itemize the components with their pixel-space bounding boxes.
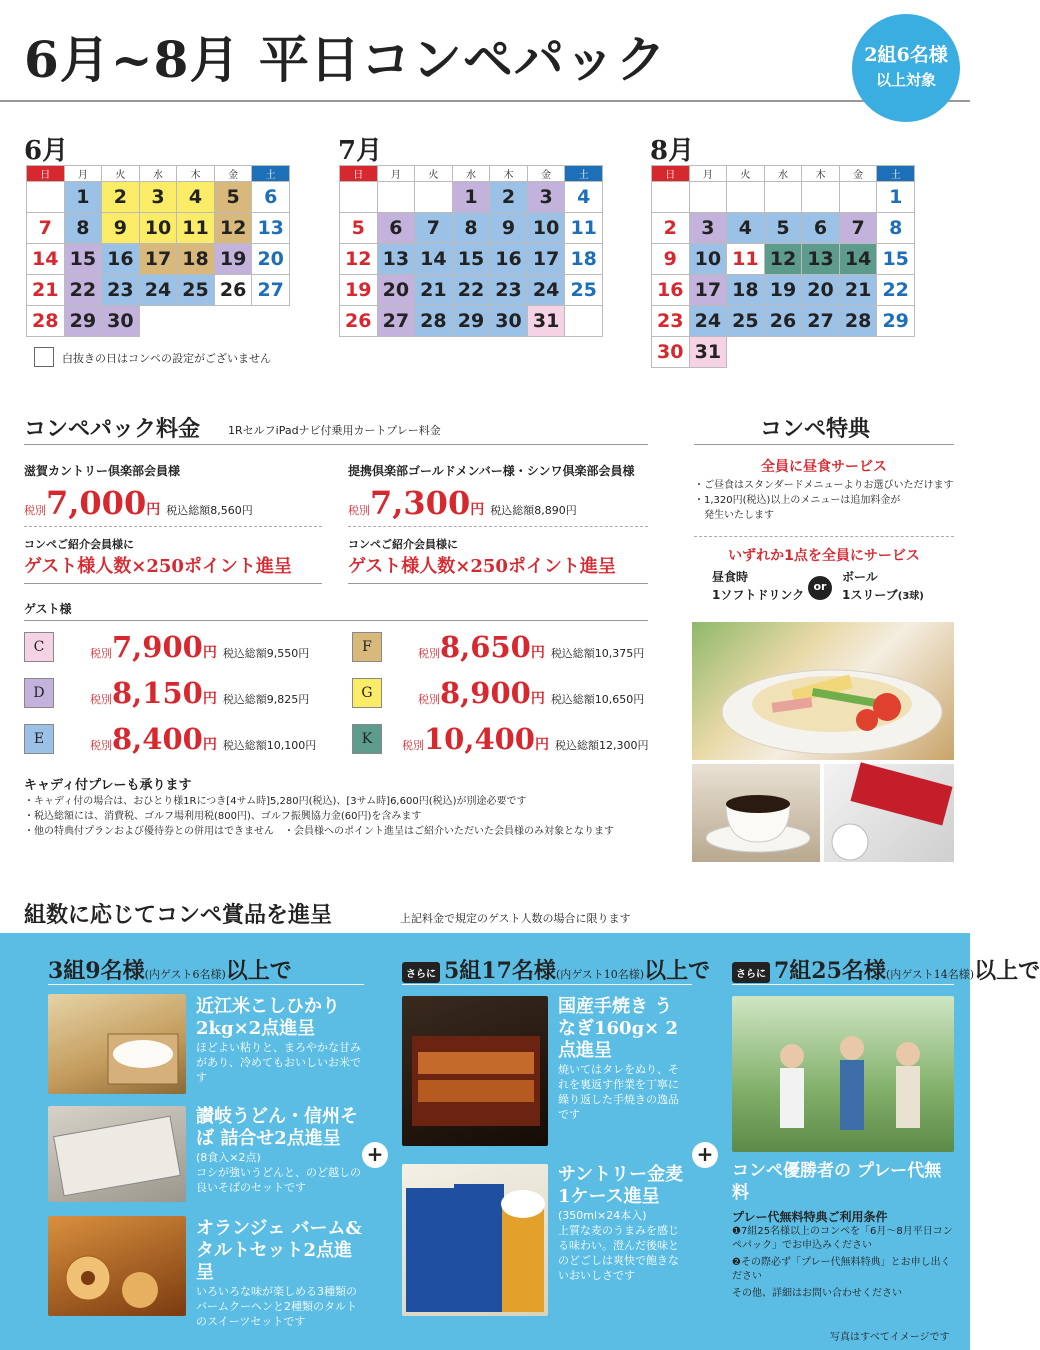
calendar-day: 1 bbox=[64, 182, 102, 213]
calendar-day: 30 bbox=[652, 337, 690, 368]
guest-price bbox=[90, 676, 309, 710]
golf-ball-photo bbox=[824, 764, 954, 862]
yen-unit: 円 bbox=[202, 737, 217, 753]
rank-guest-note: (内ゲスト14名様) bbox=[885, 968, 975, 981]
tax-included-total: 税込総額8,560円 bbox=[166, 504, 253, 517]
calendar-day: 22 bbox=[877, 275, 915, 306]
calendar-day: 13 bbox=[252, 213, 290, 244]
beer-photo bbox=[402, 1164, 548, 1316]
tax-excluded-label: 税別 bbox=[418, 693, 440, 706]
tax-included-total: 税込総額10,375円 bbox=[550, 647, 645, 660]
calendar-day: 4 bbox=[565, 182, 603, 213]
member-price-partner bbox=[348, 484, 577, 522]
calendar-day: 13 bbox=[802, 244, 840, 275]
item-title: コンペ優勝者の プレー代無料 bbox=[732, 1161, 942, 1203]
tier2-rule bbox=[402, 984, 692, 985]
calendar-day: 25 bbox=[565, 275, 603, 306]
calendar-day bbox=[877, 337, 915, 368]
member-name-shiga: 滋賀カントリー倶楽部会員様 bbox=[24, 464, 181, 478]
weekday-header: 日 bbox=[652, 166, 690, 182]
weekday-header: 土 bbox=[252, 166, 290, 182]
badge-line1: 2組6名様 bbox=[864, 44, 948, 66]
prize-item-beer bbox=[558, 1164, 688, 1283]
calendar-day: 27 bbox=[252, 275, 290, 306]
tax-excluded-label: 税別 bbox=[24, 504, 46, 517]
weekday-header: 火 bbox=[415, 166, 453, 182]
item-title: 国産手焼き うなぎ160g× 2点進呈 bbox=[558, 996, 679, 1061]
calendar-day bbox=[340, 182, 378, 213]
lunch-note: ・ご昼食はスタンダードメニューよりお選びいただけます bbox=[694, 480, 954, 491]
calendar-day: 31 bbox=[689, 337, 727, 368]
calendar-day bbox=[802, 182, 840, 213]
blank-day-legend: 白抜きの日はコンペの設定がございません bbox=[62, 352, 271, 365]
calendar-day: 21 bbox=[27, 275, 65, 306]
option-drink-line1: 昼食時 bbox=[712, 570, 749, 584]
tax-excluded-label: 税別 bbox=[90, 693, 112, 706]
calendar-day: 19 bbox=[214, 244, 252, 275]
caddy-note: ・キャディ付の場合は、おひとり様1Rにつき[4サム時]5,280円(税込)、[3サム時]6,600円(税込)が別途必要です bbox=[24, 796, 527, 807]
calendar-day: 12 bbox=[214, 213, 252, 244]
calendar-day: 28 bbox=[415, 306, 453, 337]
calendar-day: 24 bbox=[527, 275, 565, 306]
plus-icon: + bbox=[362, 1142, 388, 1168]
weekday-header: 金 bbox=[839, 166, 877, 182]
prize-item-free-play bbox=[732, 1160, 958, 1301]
plus-icon: + bbox=[692, 1142, 718, 1168]
weekday-header: 月 bbox=[377, 166, 415, 182]
calendar-june bbox=[26, 165, 290, 337]
badge-line2: 以上対象 bbox=[875, 71, 936, 89]
calendar-day: 7 bbox=[415, 213, 453, 244]
caddy-note: ・税込総額には、消費税、ゴルフ場利用税(800円)、ゴルフ振興協力金(60円)を含みます bbox=[24, 811, 422, 822]
tier3-rule bbox=[732, 984, 954, 985]
calendar-day: 6 bbox=[802, 213, 840, 244]
calendar-day: 16 bbox=[490, 244, 528, 275]
yen-unit: 円 bbox=[470, 502, 485, 518]
calendar-day: 29 bbox=[64, 306, 102, 337]
calendar-day: 2 bbox=[652, 213, 690, 244]
guest-label: ゲスト様 bbox=[24, 602, 72, 616]
noodle-set-photo bbox=[48, 1106, 186, 1202]
calendar-day: 11 bbox=[177, 213, 215, 244]
calendar-day: 6 bbox=[252, 182, 290, 213]
guest-rule bbox=[24, 620, 648, 621]
pricing-subheading: 1RセルフiPadナビ付乗用カートプレー料金 bbox=[228, 424, 441, 437]
weekday-header: 木 bbox=[490, 166, 528, 182]
rank-suffix: 以上で bbox=[225, 958, 292, 984]
rank-guest-note: (内ゲスト6名様) bbox=[144, 968, 226, 981]
golf-ball-illustration bbox=[824, 764, 954, 862]
photo-footnote: 写真はすべてイメージです bbox=[830, 1332, 950, 1343]
weekday-header: 水 bbox=[452, 166, 490, 182]
member-name-partner: 提携倶楽部ゴールドメンバー様・シンワ倶楽部会員様 bbox=[348, 464, 635, 478]
item-desc: 上質な麦のうまみを感じる味わい。澄んだ後味とのどごしは爽快で飽きないおいしさです bbox=[558, 1224, 679, 1282]
calendar-day bbox=[839, 182, 877, 213]
beer-illustration bbox=[402, 1164, 548, 1316]
lunch-note: ・1,320円(税込)以上のメニューは追加料金が bbox=[694, 495, 901, 506]
prize-item-udon bbox=[196, 1106, 366, 1195]
calendar-day: 15 bbox=[64, 244, 102, 275]
blank-day-legend-box bbox=[34, 347, 54, 367]
calendar-day: 3 bbox=[139, 182, 177, 213]
noodle-set-illustration bbox=[48, 1106, 186, 1202]
rank-guest-note: (内ゲスト10名様) bbox=[555, 968, 645, 981]
calendar-day: 30 bbox=[102, 306, 140, 337]
calendar-day: 28 bbox=[839, 306, 877, 337]
weekday-header: 金 bbox=[214, 166, 252, 182]
calendar-day: 2 bbox=[102, 182, 140, 213]
calendar-day: 11 bbox=[565, 213, 603, 244]
weekday-header: 火 bbox=[102, 166, 140, 182]
other-info: その他、詳細はお問い合わせください bbox=[732, 1288, 902, 1299]
calendar-day: 14 bbox=[27, 244, 65, 275]
calendar-day: 1 bbox=[877, 182, 915, 213]
weekday-header: 木 bbox=[802, 166, 840, 182]
weekday-header: 木 bbox=[177, 166, 215, 182]
caddy-note: ・他の特典付プランおよび優待券との併用はできません ・会員様へのポイント進呈はご紹介いただいた会員様のみ対象となります bbox=[24, 826, 614, 837]
calendar-day bbox=[727, 182, 765, 213]
rice-photo bbox=[48, 994, 186, 1094]
month-label-june: 6月 bbox=[24, 136, 69, 166]
rank-suffix: 以上で bbox=[974, 958, 1040, 984]
member-rule bbox=[348, 583, 648, 584]
caddy-notes bbox=[24, 794, 654, 839]
calendar-day: 27 bbox=[377, 306, 415, 337]
calendar-day: 8 bbox=[64, 213, 102, 244]
also-tag: さらに bbox=[732, 962, 770, 983]
option-ball-line1: ボール bbox=[842, 570, 878, 584]
calendar-day bbox=[139, 306, 177, 337]
tax-included-total: 税込総額10,650円 bbox=[550, 693, 645, 706]
calendar-day: 4 bbox=[727, 213, 765, 244]
calendar-day: 17 bbox=[689, 275, 727, 306]
tax-included-total: 税込総額10,100円 bbox=[222, 739, 317, 752]
guest-price bbox=[90, 722, 316, 756]
item-title: オランジェ バーム& タルトセット2点進呈 bbox=[196, 1218, 362, 1283]
prize-item-rice bbox=[196, 996, 366, 1085]
tax-included-total: 税込総額9,550円 bbox=[222, 647, 310, 660]
calendar-day: 29 bbox=[877, 306, 915, 337]
benefits-heading: コンペ特典 bbox=[760, 416, 871, 442]
price-value: 8,150 bbox=[112, 676, 203, 710]
lunch-service-title: 全員に昼食サービス bbox=[761, 459, 887, 475]
member-divider bbox=[348, 526, 648, 527]
choice-service-title: いずれか1点を全員にサービス bbox=[728, 548, 920, 564]
point-bonus: ゲスト様人数×250ポイント進呈 bbox=[24, 556, 292, 577]
condition-1: ❶7組25名様以上のコンペを「6月～8月平日コンペパック」でお申込みください bbox=[732, 1226, 953, 1251]
winner-photo bbox=[732, 996, 954, 1152]
calendar-day: 14 bbox=[415, 244, 453, 275]
calendar-day: 13 bbox=[377, 244, 415, 275]
also-tag: さらに bbox=[402, 962, 440, 983]
calendar-day: 11 bbox=[727, 244, 765, 275]
calendar-day: 15 bbox=[452, 244, 490, 275]
calendar-day bbox=[27, 182, 65, 213]
noodle-illustration bbox=[692, 622, 954, 760]
calendar-day: 14 bbox=[839, 244, 877, 275]
calendar-day: 6 bbox=[377, 213, 415, 244]
calendar-august bbox=[651, 165, 915, 368]
calendar-day bbox=[214, 306, 252, 337]
winner-illustration bbox=[732, 996, 954, 1152]
item-desc: 焼いてはタレをぬり、それを裏返す作業を丁寧に繰り返した手焼きの逸品です bbox=[558, 1063, 679, 1121]
calendar-day: 5 bbox=[764, 213, 802, 244]
rank-count: 5組17名様 bbox=[444, 958, 556, 984]
guest-rank-code: E bbox=[24, 724, 54, 754]
prizes-subheading: 上記料金で規定のゲスト人数の場合に限ります bbox=[400, 912, 631, 925]
guest-price bbox=[418, 676, 644, 710]
tax-excluded-label: 税別 bbox=[90, 647, 112, 660]
tax-excluded-label: 税別 bbox=[348, 504, 370, 517]
weekday-header: 土 bbox=[877, 166, 915, 182]
calendar-day: 1 bbox=[452, 182, 490, 213]
calendar-day: 22 bbox=[452, 275, 490, 306]
guest-rank-code: G bbox=[352, 678, 382, 708]
calendar-day bbox=[802, 337, 840, 368]
calendar-day: 23 bbox=[490, 275, 528, 306]
calendar-day: 25 bbox=[177, 275, 215, 306]
option-ball-suffix: (3球) bbox=[897, 591, 924, 602]
intro-label: コンペご紹介会員様に bbox=[348, 538, 458, 551]
member-price-shiga bbox=[24, 484, 253, 522]
price-value: 7,300 bbox=[370, 484, 471, 522]
prize-rank-tier3 bbox=[732, 954, 1040, 985]
calendar-day bbox=[652, 182, 690, 213]
item-sub: (8食入×2点) bbox=[196, 1151, 261, 1164]
group-size-badge bbox=[852, 14, 960, 122]
month-label-august: 8月 bbox=[650, 136, 695, 166]
lunch-note: 発生いたします bbox=[694, 510, 774, 521]
calendar-day: 19 bbox=[340, 275, 378, 306]
calendar-day: 28 bbox=[27, 306, 65, 337]
calendar-day: 23 bbox=[652, 306, 690, 337]
option-ball bbox=[842, 568, 924, 606]
price-value: 8,400 bbox=[112, 722, 203, 756]
calendar-day: 17 bbox=[139, 244, 177, 275]
baumkuchen-illustration bbox=[48, 1216, 186, 1316]
member-divider bbox=[24, 526, 322, 527]
calendar-day bbox=[177, 306, 215, 337]
guest-rank-code: K bbox=[352, 724, 382, 754]
caddy-title: キャディ付プレーも承ります bbox=[24, 778, 192, 793]
calendar-day: 7 bbox=[27, 213, 65, 244]
guest-rank-code: C bbox=[24, 632, 54, 662]
calendar-day: 18 bbox=[177, 244, 215, 275]
yen-unit: 円 bbox=[530, 691, 545, 707]
calendar-day: 26 bbox=[340, 306, 378, 337]
calendar-day: 21 bbox=[415, 275, 453, 306]
item-desc: ほどよい粘りと、まろやかな甘みがあり、冷めてもおいしいお米です bbox=[196, 1041, 361, 1084]
unagi-illustration bbox=[402, 996, 548, 1146]
calendar-day: 7 bbox=[839, 213, 877, 244]
guest-rank-code: F bbox=[352, 632, 382, 662]
calendar-day: 16 bbox=[102, 244, 140, 275]
calendar-day: 18 bbox=[565, 244, 603, 275]
calendar-day: 3 bbox=[689, 213, 727, 244]
calendar-day: 19 bbox=[764, 275, 802, 306]
benefits-divider bbox=[694, 536, 954, 537]
cold-noodle-photo bbox=[692, 622, 954, 760]
tax-included-total: 税込総額12,300円 bbox=[555, 739, 649, 752]
pricing-heading: コンペパック料金 bbox=[24, 416, 201, 442]
price-value: 8,900 bbox=[440, 676, 531, 710]
weekday-header: 水 bbox=[139, 166, 177, 182]
yen-unit: 円 bbox=[146, 502, 161, 518]
guest-price bbox=[402, 722, 649, 756]
calendar-day: 31 bbox=[527, 306, 565, 337]
intro-label: コンペご紹介会員様に bbox=[24, 538, 134, 551]
calendar-day: 20 bbox=[377, 275, 415, 306]
calendar-day: 12 bbox=[340, 244, 378, 275]
calendar-july bbox=[339, 165, 603, 337]
calendar-day: 15 bbox=[877, 244, 915, 275]
yen-unit: 円 bbox=[530, 645, 545, 661]
calendar-day: 9 bbox=[652, 244, 690, 275]
calendar-day: 26 bbox=[764, 306, 802, 337]
benefits-rule bbox=[694, 444, 954, 445]
prize-item-baum bbox=[196, 1218, 366, 1329]
yen-unit: 円 bbox=[202, 691, 217, 707]
calendar-day: 27 bbox=[802, 306, 840, 337]
tier1-rule bbox=[48, 984, 364, 985]
calendar-day: 4 bbox=[177, 182, 215, 213]
calendar-day bbox=[377, 182, 415, 213]
option-drink bbox=[712, 568, 804, 604]
calendar-day: 16 bbox=[652, 275, 690, 306]
unagi-photo bbox=[402, 996, 548, 1146]
calendar-day: 10 bbox=[139, 213, 177, 244]
calendar-day: 2 bbox=[490, 182, 528, 213]
calendar-day: 8 bbox=[452, 213, 490, 244]
yen-unit: 円 bbox=[202, 645, 217, 661]
calendar-day: 18 bbox=[727, 275, 765, 306]
prize-rank-tier1 bbox=[48, 954, 292, 985]
calendar-day: 3 bbox=[527, 182, 565, 213]
weekday-header: 水 bbox=[764, 166, 802, 182]
prizes-heading: 組数に応じてコンペ賞品を進呈 bbox=[24, 902, 333, 928]
rank-suffix: 以上で bbox=[644, 958, 711, 984]
calendar-day: 9 bbox=[102, 213, 140, 244]
point-bonus: ゲスト様人数×250ポイント進呈 bbox=[348, 556, 616, 577]
calendar-day: 20 bbox=[252, 244, 290, 275]
weekday-header: 土 bbox=[565, 166, 603, 182]
calendar-day: 23 bbox=[102, 275, 140, 306]
condition-2: ❷その際必ず「プレー代無料特典」とお申し出ください bbox=[732, 1257, 951, 1282]
yen-unit: 円 bbox=[535, 737, 549, 753]
calendar-day: 21 bbox=[839, 275, 877, 306]
option-ball-line2: 1スリーブ bbox=[842, 588, 898, 602]
prize-item-unagi bbox=[558, 996, 688, 1122]
calendar-day: 25 bbox=[727, 306, 765, 337]
item-desc: コシが強いうどんと、のど越しの良いそばのセットです bbox=[196, 1166, 361, 1194]
calendar-day bbox=[252, 306, 290, 337]
calendar-day: 20 bbox=[802, 275, 840, 306]
weekday-header: 月 bbox=[689, 166, 727, 182]
coffee-photo bbox=[692, 764, 820, 862]
lunch-notes bbox=[694, 478, 964, 523]
item-title: 近江米こしひかり 2kg×2点進呈 bbox=[196, 996, 340, 1039]
calendar-day: 22 bbox=[64, 275, 102, 306]
calendar-day: 5 bbox=[340, 213, 378, 244]
condition-title: プレー代無料特典ご利用条件 bbox=[732, 1210, 888, 1224]
calendar-day: 30 bbox=[490, 306, 528, 337]
calendar-day: 10 bbox=[527, 213, 565, 244]
tax-included-total: 税込総額8,890円 bbox=[490, 504, 577, 517]
item-sub: (350ml×24本入) bbox=[558, 1209, 647, 1222]
calendar-day: 12 bbox=[764, 244, 802, 275]
prize-rank-tier2 bbox=[402, 954, 710, 985]
calendar-day: 24 bbox=[139, 275, 177, 306]
calendar-day: 29 bbox=[452, 306, 490, 337]
calendar-day: 26 bbox=[214, 275, 252, 306]
page-title: 6月~8月 平日コンペパック bbox=[24, 30, 667, 89]
tax-included-total: 税込総額9,825円 bbox=[222, 693, 310, 706]
guest-rank-code: D bbox=[24, 678, 54, 708]
price-value: 10,400 bbox=[424, 722, 535, 756]
guest-price bbox=[90, 630, 309, 664]
item-title: 讃岐うどん・信州そば 詰合せ2点進呈 bbox=[196, 1106, 358, 1149]
calendar-day bbox=[764, 182, 802, 213]
item-title: サントリー金麦 1ケース進呈 bbox=[558, 1164, 684, 1207]
or-badge: or bbox=[808, 576, 832, 600]
calendar-day bbox=[689, 182, 727, 213]
rank-count: 3組9名様 bbox=[48, 958, 145, 984]
calendar-day bbox=[839, 337, 877, 368]
calendar-day bbox=[415, 182, 453, 213]
item-desc: いろいろな味が楽しめる3種類のバームクーヘンと2種類のタルトのスイーツセットです bbox=[196, 1285, 357, 1328]
tax-excluded-label: 税別 bbox=[418, 647, 440, 660]
member-rule bbox=[24, 583, 322, 584]
baumkuchen-photo bbox=[48, 1216, 186, 1316]
price-value: 7,000 bbox=[46, 484, 147, 522]
month-label-july: 7月 bbox=[338, 136, 383, 166]
rice-illustration bbox=[48, 994, 186, 1094]
tax-excluded-label: 税別 bbox=[402, 739, 424, 752]
weekday-header: 火 bbox=[727, 166, 765, 182]
calendar-day: 10 bbox=[689, 244, 727, 275]
price-value: 7,900 bbox=[112, 630, 203, 664]
calendar-day: 24 bbox=[689, 306, 727, 337]
rank-count: 7組25名様 bbox=[774, 958, 886, 984]
calendar-day: 17 bbox=[527, 244, 565, 275]
title-divider bbox=[0, 100, 970, 102]
calendar-day bbox=[727, 337, 765, 368]
calendar-day bbox=[565, 306, 603, 337]
option-drink-line2: 1ソフトドリンク bbox=[712, 588, 805, 602]
coffee-illustration bbox=[692, 764, 820, 862]
calendar-day: 8 bbox=[877, 213, 915, 244]
guest-price bbox=[418, 630, 644, 664]
weekday-header: 日 bbox=[340, 166, 378, 182]
price-value: 8,650 bbox=[440, 630, 531, 664]
calendar-day bbox=[764, 337, 802, 368]
pricing-rule bbox=[24, 444, 648, 445]
calendar-day: 5 bbox=[214, 182, 252, 213]
weekday-header: 日 bbox=[27, 166, 65, 182]
weekday-header: 金 bbox=[527, 166, 565, 182]
weekday-header: 月 bbox=[64, 166, 102, 182]
calendar-day: 9 bbox=[490, 213, 528, 244]
tax-excluded-label: 税別 bbox=[90, 739, 112, 752]
